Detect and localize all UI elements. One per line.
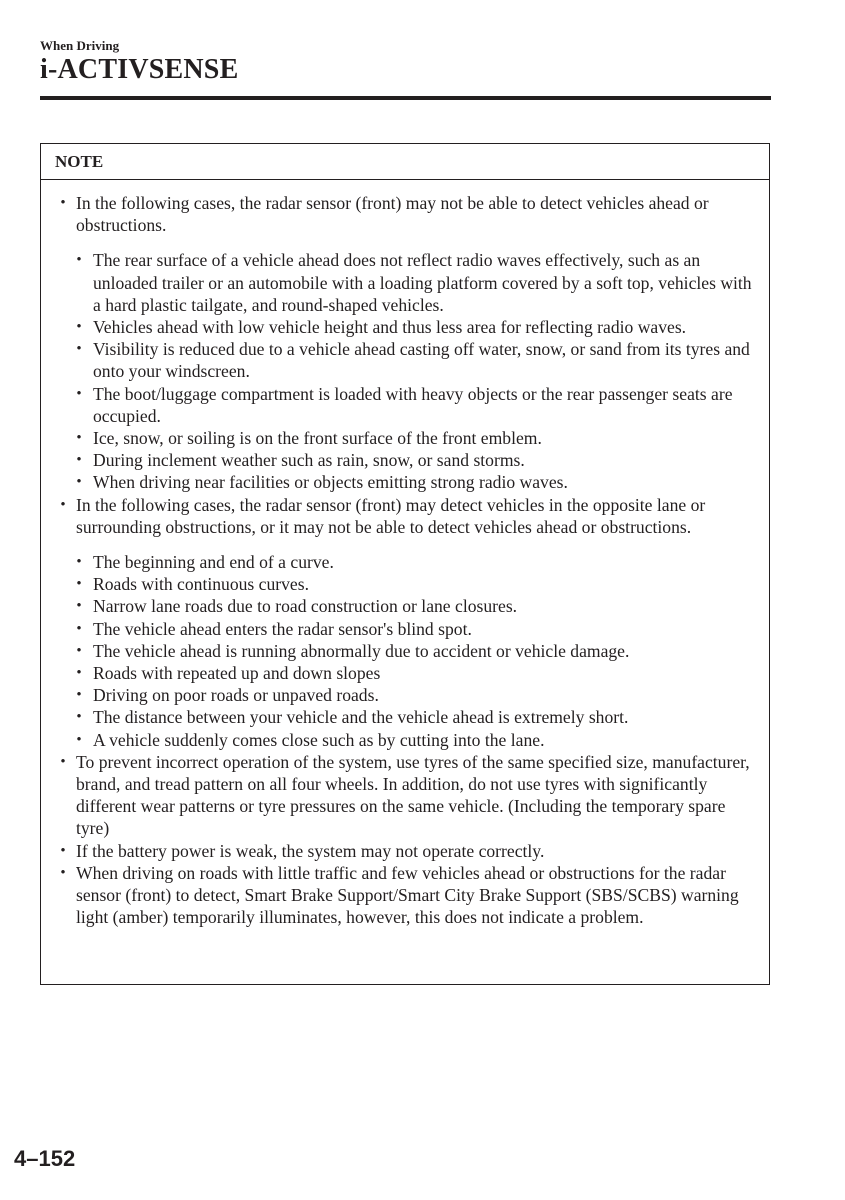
sub-item-text: Driving on poor roads or unpaved roads. xyxy=(93,685,379,706)
note-body xyxy=(41,180,769,929)
bullet-icon: • xyxy=(60,753,66,770)
sub-item xyxy=(55,729,761,751)
sub-item-text: Narrow lane roads due to road construction or lane closures. xyxy=(93,596,518,617)
bullet-icon: • xyxy=(76,598,82,615)
bullet-icon: • xyxy=(76,252,82,269)
bullet-icon: • xyxy=(76,341,82,358)
sub-item xyxy=(55,383,761,427)
sub-item xyxy=(55,427,761,449)
bullet-icon: • xyxy=(76,731,82,748)
sub-item-text: During inclement weather such as rain, snow, or sand storms. xyxy=(93,450,525,471)
page-number: 4–152 xyxy=(14,1146,76,1171)
sub-item-text: The rear surface of a vehicle ahead does not reflect radio waves effectively, such as an unloaded trailer or an automobile with a loading platform covered by a soft top, vehicles with a hard plastic tailgate, and round-shaped vehicles. xyxy=(93,250,752,315)
sub-item-text: Vehicles ahead with low vehicle height and thus less area for reflecting radio waves. xyxy=(93,317,687,338)
note-heading: NOTE xyxy=(41,144,769,180)
sub-item-text: The distance between your vehicle and the vehicle ahead is extremely short. xyxy=(93,707,629,728)
note-item-text: If the battery power is weak, the system may not operate correctly. xyxy=(76,840,545,861)
sub-list xyxy=(55,551,761,751)
sub-item-text: The vehicle ahead is running abnormally due to accident or vehicle damage. xyxy=(93,640,630,661)
page-title: i-ACTIVSENSE xyxy=(40,54,239,85)
note-item xyxy=(55,192,761,236)
bullet-icon: • xyxy=(76,687,82,704)
sub-item xyxy=(55,595,761,617)
bullet-icon: • xyxy=(76,554,82,571)
bullet-icon: • xyxy=(76,430,82,447)
sub-item-text: The vehicle ahead enters the radar sensor's blind spot. xyxy=(93,618,472,639)
sub-list xyxy=(55,249,761,493)
sub-item xyxy=(55,249,761,316)
sub-item-text: Roads with continuous curves. xyxy=(93,574,309,595)
section-label: When Driving xyxy=(40,38,120,53)
sub-item xyxy=(55,471,761,493)
sub-item xyxy=(55,551,761,573)
bullet-icon: • xyxy=(76,576,82,593)
note-box xyxy=(40,143,770,985)
note-item-text: To prevent incorrect operation of the system, use tyres of the same specified size, manufacturer, brand, and tread pattern on all four wheels. In addition, do not use tyres with significantly different wear patterns or tyre pressures on the same vehicle. (Including the temporary spare tyre) xyxy=(76,751,750,839)
bullet-icon: • xyxy=(76,474,82,491)
bullet-icon: • xyxy=(76,642,82,659)
sub-item xyxy=(55,316,761,338)
sub-item xyxy=(55,684,761,706)
title-rule xyxy=(40,96,771,100)
note-item-text: When driving on roads with little traffic and few vehicles ahead or obstructions for the radar sensor (front) to detect, Smart Brake Support/Smart City Brake Support (SBS/SCBS) warning light (amber) temporarily illuminates, however, this does not indicate a problem. xyxy=(76,862,739,928)
note-item-text: In the following cases, the radar sensor (front) may detect vehicles in the opposite lane or surrounding obstructions, or it may not be able to detect vehicles ahead or obstructions. xyxy=(76,494,706,537)
bullet-icon: • xyxy=(60,496,66,513)
note-item-text: In the following cases, the radar sensor (front) may not be able to detect vehicles ahead or obstructions. xyxy=(76,193,709,236)
bullet-icon: • xyxy=(60,864,66,881)
note-item xyxy=(55,751,761,840)
sub-item xyxy=(55,662,761,684)
note-item xyxy=(55,840,761,862)
sub-item-text: Visibility is reduced due to a vehicle ahead casting off water, snow, or sand from its tyres and onto your windscreen. xyxy=(93,339,750,382)
sub-item xyxy=(55,640,761,662)
sub-item xyxy=(55,573,761,595)
bullet-icon: • xyxy=(60,195,66,211)
sub-item xyxy=(55,338,761,382)
bullet-icon: • xyxy=(76,709,82,726)
sub-item-text: The beginning and end of a curve. xyxy=(93,552,334,573)
sub-item xyxy=(55,618,761,640)
bullet-icon: • xyxy=(76,620,82,637)
bullet-icon: • xyxy=(60,842,66,859)
sub-item xyxy=(55,706,761,728)
note-item xyxy=(55,862,761,929)
sub-item-text: Ice, snow, or soiling is on the front surface of the front emblem. xyxy=(93,428,542,449)
bullet-icon: • xyxy=(76,665,82,682)
sub-item-text: The boot/luggage compartment is loaded with heavy objects or the rear passenger seats are occupied. xyxy=(93,383,733,426)
sub-item-text: Roads with repeated up and down slopes xyxy=(93,663,381,684)
sub-item-text: When driving near facilities or objects emitting strong radio waves. xyxy=(93,472,568,493)
sub-item xyxy=(55,449,761,471)
sub-item-text: A vehicle suddenly comes close such as by cutting into the lane. xyxy=(93,729,545,750)
note-item xyxy=(55,494,761,538)
bullet-icon: • xyxy=(76,319,82,336)
bullet-icon: • xyxy=(76,385,82,402)
bullet-icon: • xyxy=(76,452,82,469)
